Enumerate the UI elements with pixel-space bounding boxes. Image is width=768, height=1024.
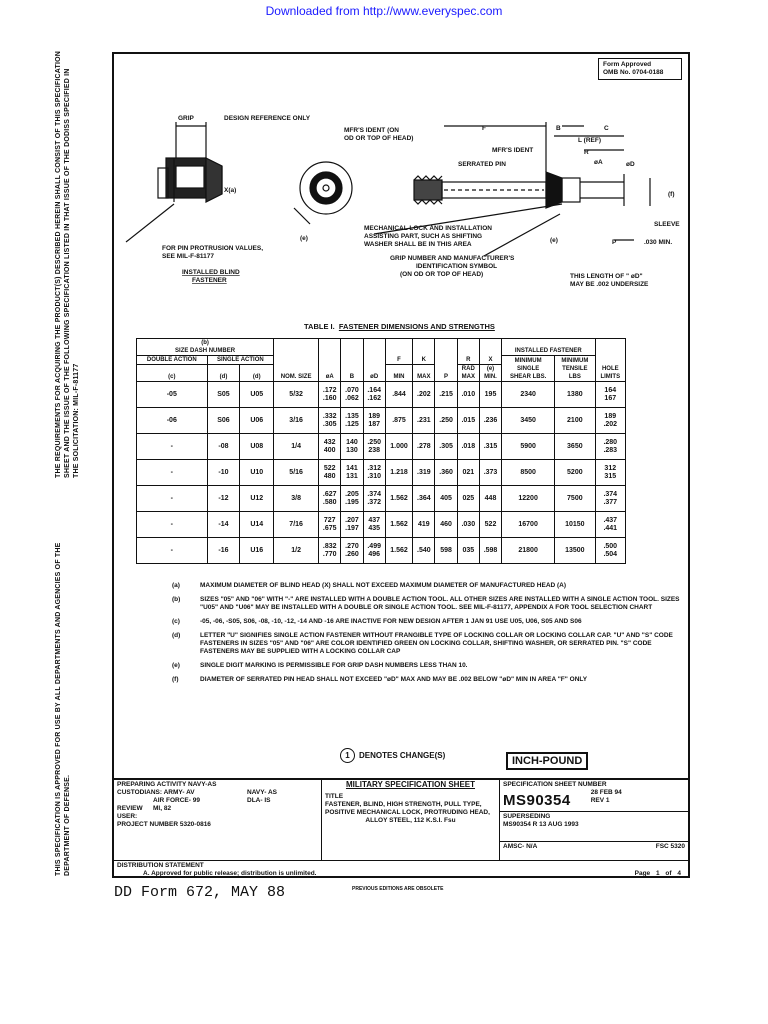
spec-rev: REV 1: [590, 797, 610, 804]
cell-b: .070 .062: [341, 382, 363, 408]
cell-hole-limits: .280 .283: [595, 434, 625, 460]
tb-spec-number: [500, 780, 688, 812]
cell-single-u: U12: [240, 486, 274, 512]
cell-b: .270 .260: [341, 538, 363, 564]
cell-hole-limits: 164 167: [595, 382, 625, 408]
th-x: X: [479, 339, 501, 365]
th-min-shear: MINIMUM SINGLE SHEAR LBS.: [502, 356, 555, 382]
th-r: R: [457, 339, 479, 365]
label-e2: (e): [550, 237, 558, 244]
label-installed-blind: INSTALLED BLIND: [182, 269, 240, 276]
change-note: [340, 748, 445, 763]
cell-k: .540: [413, 538, 435, 564]
cell-k: 419: [413, 512, 435, 538]
cell-p: 598: [435, 538, 457, 564]
cell-phi-d: .499 496: [363, 538, 385, 564]
label-grip: GRIP: [178, 115, 194, 122]
project-number: PROJECT NUMBER 5320-0816: [117, 821, 211, 828]
cell-tensile: 13500: [555, 538, 595, 564]
cell-p: .360: [435, 460, 457, 486]
th-phi-a: øA: [319, 339, 341, 382]
cell-k: .319: [413, 460, 435, 486]
form-approved-label: Form Approved: [603, 61, 652, 68]
cell-r: .010: [457, 382, 479, 408]
cell-p: 405: [435, 486, 457, 512]
cell-r: .015: [457, 408, 479, 434]
cell-shear: 8500: [502, 460, 555, 486]
cell-k: .202: [413, 382, 435, 408]
cell-shear: 5900: [502, 434, 555, 460]
cell-nom-size: 1/4: [274, 434, 319, 460]
th-k-max: MAX: [413, 365, 435, 382]
table-title: [304, 322, 495, 331]
table-row: [137, 486, 626, 512]
th-f: F: [385, 339, 412, 365]
cell-f: 1.562: [385, 512, 412, 538]
th-min-tensile: MINIMUM TENSILE LBS: [555, 356, 595, 382]
label-mech-lock-2: ASSISTING PART, SUCH AS SHIFTING: [364, 233, 483, 240]
note-b: (b) SIZES "05" AND "06" WITH "-" ARE INSTALLED WITH A DOUBLE ACTION TOOL. ALL OTHER SIZES ARE INSTALLED WITH A SINGLE ACTION TOOL. SIZES "U05" AND "U06" MAY BE INSTALLED WITH A DOUBLE OR SINGLE ACTION TOOL. SEE MIL-F-81177, APPENDIX A FOR TOOL SELECTION CHART: [172, 596, 680, 611]
th-b: B: [341, 339, 363, 382]
cell-phi-a: .172 .160: [319, 382, 341, 408]
label-F: F: [482, 125, 486, 132]
cell-p: .215: [435, 382, 457, 408]
tb-superseding: [500, 812, 688, 842]
cell-b: .205 .195: [341, 486, 363, 512]
cell-phi-a: .332 .305: [319, 408, 341, 434]
cell-x: 448: [479, 486, 501, 512]
preparing-activity: PREPARING ACTIVITY NAVY-AS: [117, 781, 217, 788]
mil-spec-sheet-label: MILITARY SPECIFICATION SHEET: [345, 780, 476, 789]
cell-phi-a: 727 .675: [319, 512, 341, 538]
cell-phi-d: 189 187: [363, 408, 385, 434]
cell-x: .373: [479, 460, 501, 486]
label-sleeve: SLEEVE: [654, 221, 680, 228]
cell-single-s: S05: [207, 382, 240, 408]
cell-single-s: -10: [207, 460, 240, 486]
cell-r: .030: [457, 512, 479, 538]
table-body: [137, 382, 626, 564]
cell-tensile: 1380: [555, 382, 595, 408]
table-row: [137, 382, 626, 408]
table-row: [137, 538, 626, 564]
label-phi-A: øA: [594, 159, 603, 166]
custodian-navy: NAVY- AS: [247, 789, 277, 796]
table-row: [137, 460, 626, 486]
cell-phi-d: .374 .372: [363, 486, 385, 512]
cell-p: .250: [435, 408, 457, 434]
label-grip-number-3: (ON OD OR TOP OF HEAD): [400, 271, 484, 278]
change-note-text: DENOTES CHANGE(S): [359, 751, 446, 760]
cell-x: 522: [479, 512, 501, 538]
cell-f: .875: [385, 408, 412, 434]
page-number: 1: [655, 870, 660, 877]
cell-hole-limits: .374 .377: [595, 486, 625, 512]
label-C: C: [604, 125, 609, 132]
ms-number: MS90354: [503, 792, 571, 809]
superseding-label: SUPERSEDING: [503, 813, 551, 820]
cell-p: .305: [435, 434, 457, 460]
cell-single-s: -16: [207, 538, 240, 564]
spec-date: 28 FEB 94: [590, 789, 622, 796]
cell-hole-limits: 312 315: [595, 460, 625, 486]
cell-f: 1.218: [385, 460, 412, 486]
label-B: B: [556, 125, 561, 132]
cell-double-action: -: [137, 512, 208, 538]
cell-b: 141 131: [341, 460, 363, 486]
tb-activities: [114, 780, 322, 860]
cell-tensile: 10150: [555, 512, 595, 538]
cell-phi-a: .832 .770: [319, 538, 341, 564]
user-label: USER:: [117, 813, 138, 820]
download-link[interactable]: Downloaded from http://www.everyspec.com: [265, 4, 503, 18]
dd-form-label: DD Form 672, MAY 88: [114, 884, 286, 901]
cell-f: 1.562: [385, 538, 412, 564]
distribution-text: A. Approved for public release; distribution is unlimited.: [143, 870, 317, 877]
cell-f: .844: [385, 382, 412, 408]
fastener-dimensions-table: [136, 338, 626, 564]
label-phi-D: øD: [626, 161, 635, 168]
th-k: K: [413, 339, 435, 365]
th-r-rad-max: RAD MAX: [457, 365, 479, 382]
tb-title: [322, 780, 500, 860]
cell-b: .207 .197: [341, 512, 363, 538]
cell-hole-limits: .500 .504: [595, 538, 625, 564]
fsc: FSC 5320: [655, 843, 685, 850]
cell-phi-a: 432 400: [319, 434, 341, 460]
cell-x: .598: [479, 538, 501, 564]
cell-k: .364: [413, 486, 435, 512]
custodian-air-force: AIR FORCE- 99: [153, 797, 200, 804]
cell-single-s: S06: [207, 408, 240, 434]
cell-single-s: -12: [207, 486, 240, 512]
cell-phi-a: 522 480: [319, 460, 341, 486]
label-length-1: THIS LENGTH OF " øD": [570, 273, 643, 280]
th-f-min: MIN: [385, 365, 412, 382]
label-P: P: [612, 239, 617, 246]
cell-single-u: U05: [240, 382, 274, 408]
inch-pound-label: INCH-POUND: [506, 752, 588, 770]
label-mfr-ident-1: MFR'S IDENT (ON: [344, 127, 399, 134]
cell-shear: 2340: [502, 382, 555, 408]
cell-single-u: U08: [240, 434, 274, 460]
cell-double-action: -06: [137, 408, 208, 434]
note-e: (e) SINGLE DIGIT MARKING IS PERMISSIBLE FOR GRIP DASH NUMBERS LESS THAN 10.: [172, 662, 468, 669]
cell-nom-size: 1/2: [274, 538, 319, 564]
cell-x: 195: [479, 382, 501, 408]
label-length-2: MAY BE .002 UNDERSIZE: [570, 281, 649, 288]
title-line-1: FASTENER, BLIND, HIGH STRENGTH, PULL TYPE,: [325, 801, 482, 808]
cell-tensile: 7500: [555, 486, 595, 512]
th-d1: (d): [207, 365, 240, 382]
cell-p: 460: [435, 512, 457, 538]
change-symbol: 1: [340, 748, 355, 763]
cell-phi-d: .164 .162: [363, 382, 385, 408]
th-installed: INSTALLED FASTENER: [502, 339, 595, 356]
th-single-action: SINGLE ACTION: [207, 356, 274, 365]
distribution-label: DISTRIBUTION STATEMENT: [117, 862, 204, 869]
cell-r: 021: [457, 460, 479, 486]
th-nom-size: NOM. SIZE: [274, 339, 319, 382]
cell-f: 1.000: [385, 434, 412, 460]
cell-k: .231: [413, 408, 435, 434]
cell-double-action: -: [137, 460, 208, 486]
cell-single-s: -08: [207, 434, 240, 460]
cell-tensile: 3650: [555, 434, 595, 460]
cell-r: 035: [457, 538, 479, 564]
label-mfr-ident-short: MFR'S IDENT: [492, 147, 534, 154]
note-d: (d) LETTER "U" SIGNIFIES SINGLE ACTION FASTENER WITHOUT FRANGIBLE TYPE OF LOCKING COLLAR OR LOCKING COLLAR CAP. "U" AND "S" CODE FASTENERS IN SIZES "05" AND "06" ARE COLOR IDENTIFIED GREEN ON LOCKING COLLAR, SHIFTING WASHER, OR SERRATED PIN. "S" CODE FASTENERS MAY BE SUPPLIED WITH A LOCKING COLLAR CAP: [172, 632, 673, 655]
review-value: MI, 82: [153, 805, 172, 812]
page-total: 4: [677, 870, 681, 877]
label-serrated-pin: SERRATED PIN: [458, 161, 506, 168]
review-label: REVIEW: [117, 805, 143, 812]
th-double-action: DOUBLE ACTION: [137, 356, 208, 365]
cell-shear: 12200: [502, 486, 555, 512]
label-grip-number-1: GRIP NUMBER AND MANUFACTURER'S: [390, 255, 515, 262]
cell-nom-size: 3/8: [274, 486, 319, 512]
cell-single-u: U06: [240, 408, 274, 434]
label-design-ref: DESIGN REFERENCE ONLY: [224, 115, 311, 122]
cell-single-u: U14: [240, 512, 274, 538]
previous-editions-note: PREVIOUS EDITIONS ARE OBSOLETE: [352, 886, 444, 892]
table-row: [137, 434, 626, 460]
cell-nom-size: 3/16: [274, 408, 319, 434]
tb-amsc: [500, 842, 688, 860]
label-030-min: .030 MIN.: [644, 239, 673, 246]
label-x-a: X(a): [224, 187, 237, 194]
custodian-dla: DLA- IS: [247, 797, 271, 804]
title-block: [114, 778, 688, 880]
cell-b: .135 .125: [341, 408, 363, 434]
cell-double-action: -05: [137, 382, 208, 408]
cell-double-action: -: [137, 434, 208, 460]
cell-single-s: -14: [207, 512, 240, 538]
cell-hole-limits: 189 .202: [595, 408, 625, 434]
title-label: TITLE: [325, 793, 344, 800]
table-row: [137, 512, 626, 538]
title-line-3: ALLOY STEEL, 112 K.S.I. Fsu: [365, 817, 456, 824]
th-size-dash: (b) SIZE DASH NUMBER: [137, 339, 274, 356]
cell-phi-d: .312 .310: [363, 460, 385, 486]
label-see-mil: SEE MIL-F-81177: [162, 253, 215, 260]
fastener-drawing: [114, 54, 688, 316]
cell-phi-d: .250 238: [363, 434, 385, 460]
label-pin-protrusion: FOR PIN PROTRUSION VALUES,: [162, 245, 263, 252]
title-line-2: POSITIVE MECHANICAL LOCK, PROTRUDING HEAD,: [325, 809, 490, 816]
label-mech-lock-3: WASHER SHALL BE IN THIS AREA: [364, 241, 472, 248]
notes-list: [172, 582, 682, 690]
table-title-text: FASTENER DIMENSIONS AND STRENGTHS: [338, 322, 495, 331]
label-R: R: [584, 149, 589, 156]
cell-double-action: -: [137, 486, 208, 512]
table-row: [137, 408, 626, 434]
omb-number: OMB No. 0704-0188: [603, 69, 664, 76]
cell-phi-d: 437 435: [363, 512, 385, 538]
th-phi-d: øD: [363, 339, 385, 382]
th-x-min: (e) MIN.: [479, 365, 501, 382]
amsc: AMSC- N/A: [503, 843, 538, 850]
cell-r: .018: [457, 434, 479, 460]
drawing-frame: [112, 52, 690, 878]
cell-nom-size: 5/16: [274, 460, 319, 486]
cell-phi-a: .627 .580: [319, 486, 341, 512]
th-p: P: [435, 339, 457, 382]
custodians: CUSTODIANS: ARMY- AV: [117, 789, 195, 796]
side-note-requirements: THE REQUIREMENTS FOR ACQUIRING THE PRODUCT(S) DESCRIBED HEREIN SHALL CONSIST OF THIS SPECIFICATION SHEET AND THE ISSUE OF THE FOLLOWING SPECIFICATION LISTED IN THAT ISSUE OF THE DODISS SPECIFIED IN THE SOLICITATION: MIL-F-81177: [55, 50, 80, 478]
label-f: (f): [668, 191, 675, 198]
spec-sheet-number-label: SPECIFICATION SHEET NUMBER: [503, 781, 607, 788]
cell-k: .278: [413, 434, 435, 460]
label-mech-lock-1: MECHANICAL LOCK AND INSTALLATION: [364, 225, 492, 232]
note-c: (c) -05, -06, -S05, S06, -08, -10, -12, -14 AND -16 ARE INACTIVE FOR NEW DESIGN AFTER 1 JAN 91 USE U05, U06, S05 AND S06: [172, 618, 582, 625]
note-f: (f) DIAMETER OF SERRATED PIN HEAD SHALL NOT EXCEED "øD" MAX AND MAY BE .002 BELOW "øD" MIN IN AREA "F" ONLY: [172, 676, 588, 683]
cell-tensile: 5200: [555, 460, 595, 486]
page-indicator: Page 1 of 4: [635, 870, 685, 878]
tb-distribution: [114, 860, 688, 880]
cell-shear: 21800: [502, 538, 555, 564]
label-mfr-ident-2: OD OR TOP OF HEAD): [344, 135, 414, 142]
cell-shear: 16700: [502, 512, 555, 538]
note-a: (a) MAXIMUM DIAMETER OF BLIND HEAD (X) SHALL NOT EXCEED MAXIMUM DIAMETER OF MANUFACTURED HEAD (A): [172, 582, 567, 589]
cell-single-u: U10: [240, 460, 274, 486]
cell-f: 1.562: [385, 486, 412, 512]
th-c: (c): [137, 365, 208, 382]
table-title-prefix: TABLE I.: [304, 322, 335, 331]
cell-hole-limits: .437 .441: [595, 512, 625, 538]
cell-x: .236: [479, 408, 501, 434]
cell-single-u: U16: [240, 538, 274, 564]
cell-shear: 3450: [502, 408, 555, 434]
label-grip-number-2: IDENTIFICATION SYMBOL: [416, 263, 498, 270]
cell-nom-size: 5/32: [274, 382, 319, 408]
superseding-value: MS90354 R 13 AUG 1993: [503, 821, 579, 828]
cell-double-action: -: [137, 538, 208, 564]
cell-r: 025: [457, 486, 479, 512]
th-d2: (d): [240, 365, 274, 382]
label-e: (e): [300, 235, 308, 242]
label-L: L (REF): [578, 137, 601, 144]
cell-b: 140 130: [341, 434, 363, 460]
side-note-approval: THIS SPECIFICATION IS APPROVED FOR USE BY ALL DEPARTMENTS AND AGENCIES OF THE DEPARTMENT OF DEFENSE.: [55, 542, 71, 876]
cell-x: .315: [479, 434, 501, 460]
th-hole-limits: HOLE LIMITS: [595, 339, 625, 382]
cell-nom-size: 7/16: [274, 512, 319, 538]
label-fastener: FASTENER: [192, 277, 227, 284]
cell-tensile: 2100: [555, 408, 595, 434]
